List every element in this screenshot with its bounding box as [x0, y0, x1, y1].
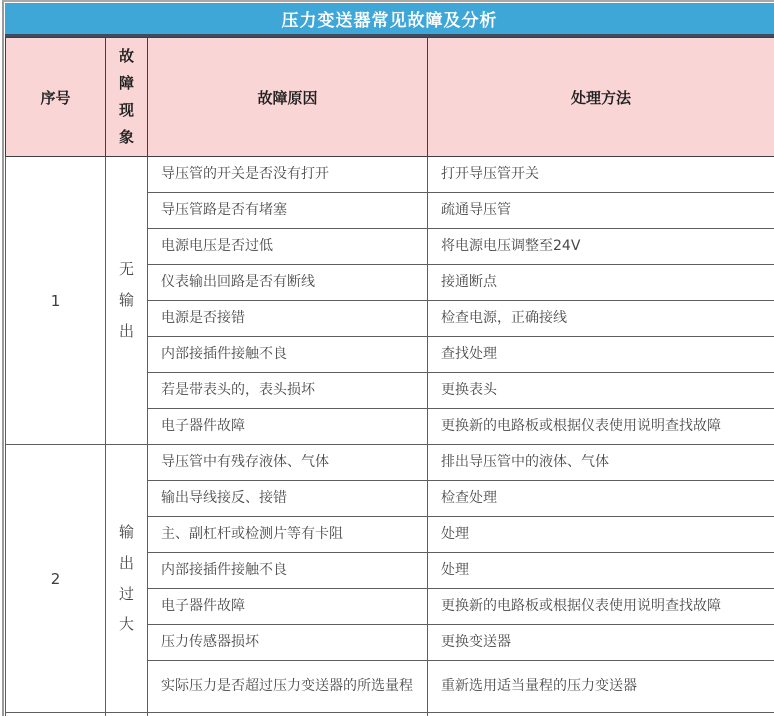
cause-cell: 导压管路是否有堵塞 [148, 193, 428, 229]
method-cell: 更换新的电路板或根据仪表使用说明查找故障 [428, 589, 774, 625]
cause-cell: 压力传感器损坏 [148, 625, 428, 661]
table-header-row [6, 38, 774, 157]
cause-cell: 电子器件故障 [148, 589, 428, 625]
cause-cell: 内部接插件接触不良 [148, 553, 428, 589]
section-index: 2 [6, 445, 106, 713]
method-cell: 排出导压管中的液体、气体 [428, 445, 774, 481]
cause-cell: 电源电压是否过低 [148, 229, 428, 265]
section-phenomenon [106, 157, 148, 445]
column-header-phenomenon-label: 故障现象 [118, 47, 134, 146]
section-index: 1 [6, 157, 106, 445]
method-cell: 重新选用适当量程的压力变送器 [428, 661, 774, 713]
section-phenomenon [106, 445, 148, 713]
cause-cell: 实际压力是否超过压力变送器的所选量程 [148, 661, 428, 713]
table-row [6, 157, 774, 193]
left-edge-border [2, 0, 4, 716]
method-cell: 检查电源，正确接线 [428, 301, 774, 337]
column-header-phenomenon [106, 38, 148, 157]
cause-cell: 若是带表头的，表头损坏 [148, 373, 428, 409]
cause-cell: 电子器件故障 [148, 409, 428, 445]
method-cell: 查找处理 [428, 337, 774, 373]
method-cell: 检查处理 [428, 481, 774, 517]
cause-cell: 导压管中有残存液体、气体 [148, 445, 428, 481]
column-header-index: 序号 [6, 38, 106, 157]
section-phenomenon-label: 输出过大 [118, 523, 134, 634]
cause-cell: 输出导线接反、接错 [148, 481, 428, 517]
cause-cell: 导压管的开关是否没有打开 [148, 157, 428, 193]
method-cell: 更换变送器 [428, 625, 774, 661]
column-header-method: 处理方法 [428, 38, 774, 157]
method-cell: 更换表头 [428, 373, 774, 409]
method-cell: 处理 [428, 517, 774, 553]
method-cell: 将电源电压调整至24V [428, 229, 774, 265]
table-row-cutoff [6, 713, 774, 716]
table-row [6, 445, 774, 481]
cause-cell: 主、副杠杆或检测片等有卡阻 [148, 517, 428, 553]
method-cell: 打开导压管开关 [428, 157, 774, 193]
top-edge-border [2, 0, 774, 2]
method-cell: 疏通导压管 [428, 193, 774, 229]
table-title: 压力变送器常见故障及分析 [281, 11, 498, 31]
fault-analysis-sheet [5, 3, 774, 716]
cause-cell: 仪表输出回路是否有断线 [148, 265, 428, 301]
table-title-bar [5, 3, 774, 37]
column-header-cause: 故障原因 [148, 38, 428, 157]
method-cell: 更换新的电路板或根据仪表使用说明查找故障 [428, 409, 774, 445]
method-cell: 接通断点 [428, 265, 774, 301]
method-cell: 处理 [428, 553, 774, 589]
cause-cell: 内部接插件接触不良 [148, 337, 428, 373]
section-phenomenon-label: 无输出 [118, 260, 134, 340]
cause-cell: 电源是否接错 [148, 301, 428, 337]
fault-table [5, 37, 774, 716]
